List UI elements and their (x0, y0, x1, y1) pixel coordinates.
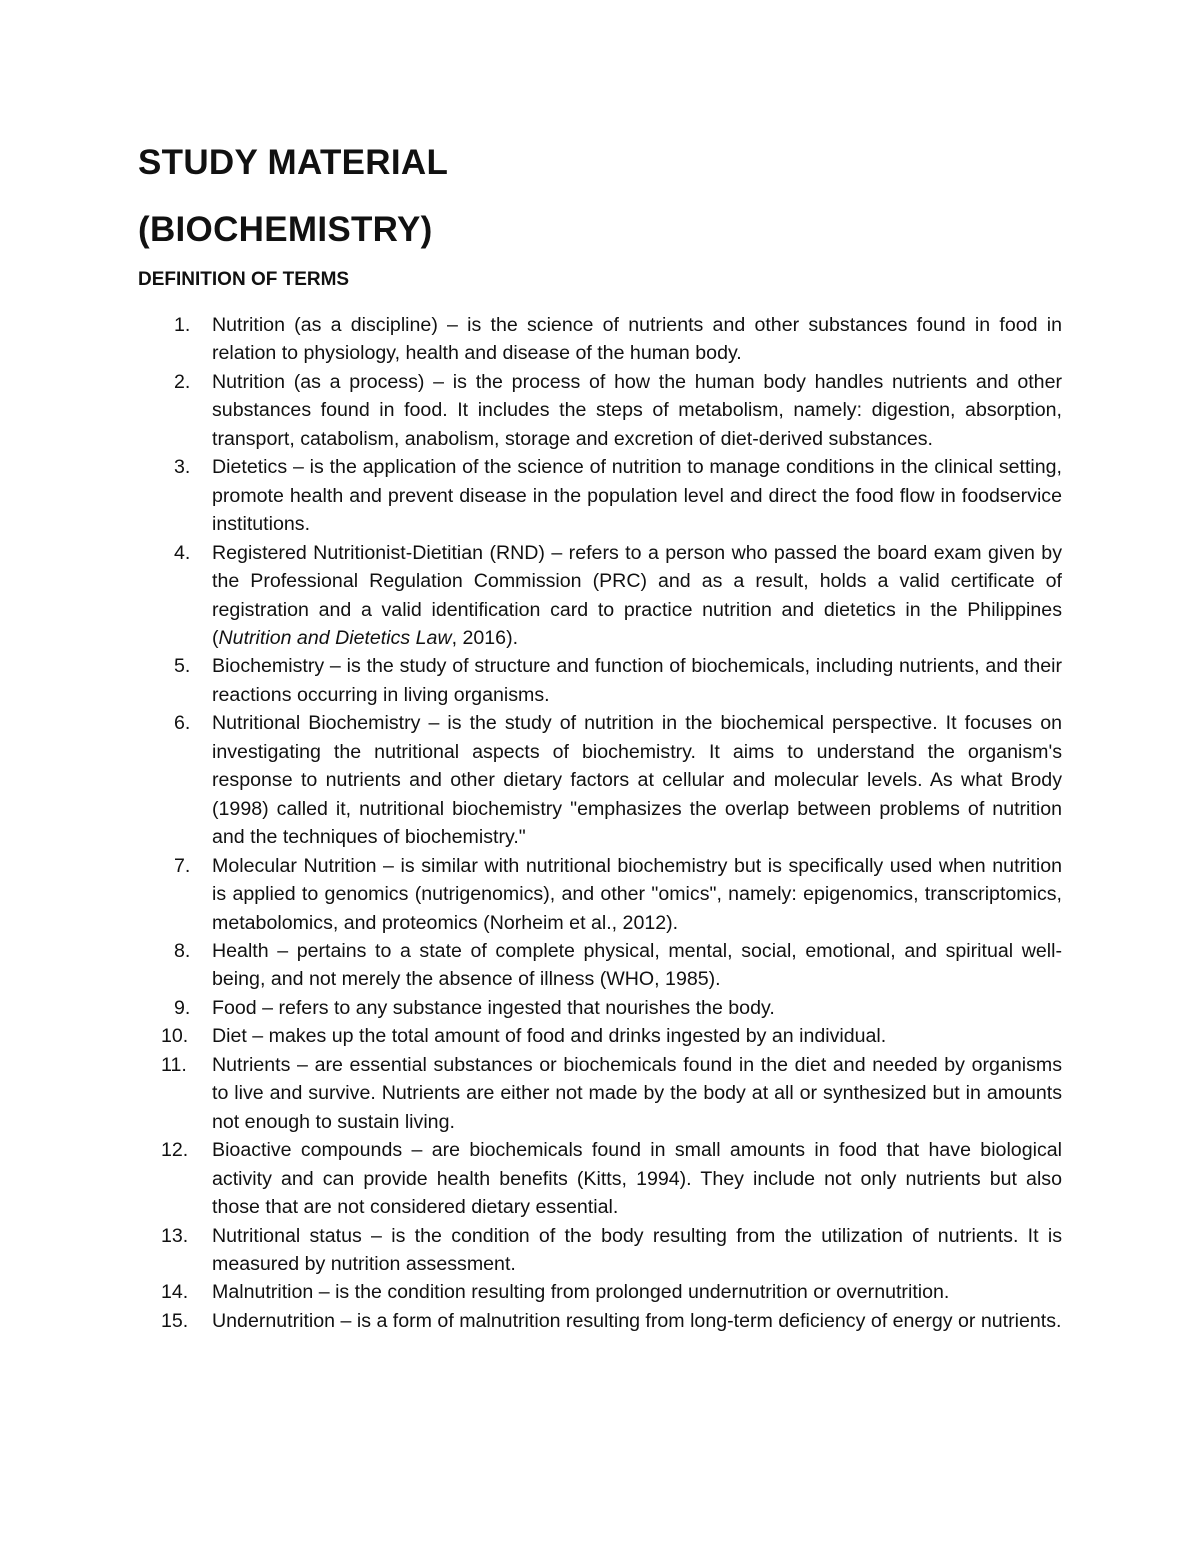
definition-item-6 (138, 709, 1062, 851)
definition-item-10 (138, 1022, 1062, 1050)
definition-text: Biochemistry – is the study of structure and function of biochemicals, including nutrients, and their reactions occurring in living organisms. (212, 655, 1062, 706)
definition-list (138, 311, 1062, 1335)
definition-text: Nutritional Biochemistry – is the study of nutrition in the biochemical perspective. It focuses on investigating the nutritional aspects of biochemistry. It aims to understand the organism's response to nutrients and other dietary factors at cellular and molecular levels. As what Brody (1998) called it, nutritional biochemistry "emphasizes the overlap between problems of nutrition and the techniques of biochemistry." (212, 712, 1062, 849)
item-number: 7. (174, 854, 191, 877)
item-number: 12. (161, 1139, 189, 1162)
definition-item-9 (138, 994, 1062, 1022)
definition-text: Nutritional status – is the condition of the body resulting from the utilization of nutrients. It is measured by nutrition assessment. (212, 1224, 1062, 1275)
definition-text: Diet – makes up the total amount of food and drinks ingested by an individual. (212, 1025, 887, 1048)
item-number: 11. (161, 1053, 187, 1076)
definition-text: Undernutrition – is a form of malnutrition resulting from long-term deficiency of energy or nutrients. (212, 1309, 1062, 1332)
definition-text: Nutrition (as a process) – is the process of how the human body handles nutrients and other substances found in food. It includes the steps of metabolism, namely: digestion, absorption, transport, catabolism, anabolism, storage and excretion of diet-derived substances. (212, 370, 1062, 450)
item-number: 5. (174, 655, 191, 678)
definition-item-15 (138, 1307, 1062, 1335)
document-title: STUDY MATERIAL (138, 143, 449, 182)
document-subtitle: (BIOCHEMISTRY) (138, 210, 433, 249)
definition-item-3 (138, 453, 1062, 538)
definition-text: Molecular Nutrition – is similar with nutritional biochemistry but is specifically used when nutrition is applied to genomics (nutrigenomics), and other "omics", namely: epigenomics, transcriptomics, metabolomics, and proteomics (Norheim et al., 2012). (212, 854, 1062, 934)
definition-text: Food – refers to any substance ingested that nourishes the body. (212, 996, 775, 1019)
definition-text-part: Registered Nutritionist-Dietitian (RND) – refers to a person who passed the board exam given by the Professional Regulation Commission (PRC) and as a result, holds a valid certificate of registration and a valid identification card to practice nutrition and dietetics in the Philippines ( (212, 541, 1062, 649)
item-number: 4. (174, 541, 191, 564)
item-number: 15. (161, 1309, 189, 1332)
definition-text: Nutrients – are essential substances or biochemicals found in the diet and needed by organisms to live and survive. Nutrients are either not made by the body at all or synthesized but in amounts not enough to sustain living. (212, 1053, 1062, 1133)
definition-item-13 (138, 1222, 1062, 1279)
definition-item-4 (138, 539, 1062, 653)
definition-text (212, 542, 1062, 649)
definition-item-11 (138, 1051, 1062, 1136)
definition-item-1 (138, 311, 1062, 368)
law-citation-italic: Nutrition and Dietetics Law (218, 626, 452, 649)
item-number: 2. (174, 370, 191, 393)
item-number: 13. (161, 1224, 189, 1247)
definition-item-12 (138, 1136, 1062, 1221)
item-number: 1. (174, 314, 191, 336)
section-heading: DEFINITION OF TERMS (138, 269, 350, 290)
definition-item-2 (138, 368, 1062, 453)
definition-item-8 (138, 937, 1062, 994)
definition-text: Dietetics – is the application of the science of nutrition to manage conditions in the clinical setting, promote health and prevent disease in the population level and direct the food flow in foodservice institutions. (212, 456, 1062, 536)
definition-item-14 (138, 1278, 1062, 1306)
item-number: 6. (174, 712, 191, 735)
item-number: 9. (174, 996, 191, 1019)
item-number: 8. (174, 939, 191, 962)
item-number: 3. (174, 456, 191, 479)
definition-text-part: , 2016). (451, 626, 519, 649)
definition-item-5 (138, 652, 1062, 709)
item-number: 10. (161, 1025, 189, 1048)
item-number: 14. (161, 1281, 189, 1304)
definition-text: Nutrition (as a discipline) – is the science of nutrients and other substances found in food in relation to physiology, health and disease of the human body. (212, 314, 1062, 365)
definition-item-7 (138, 852, 1062, 937)
definition-text: Bioactive compounds – are biochemicals found in small amounts in food that have biological activity and can provide health benefits (Kitts, 1994). They include not only nutrients but also those that are not considered dietary essential. (212, 1139, 1062, 1219)
definition-text: Malnutrition – is the condition resulting from prolonged undernutrition or overnutrition. (212, 1281, 950, 1304)
definition-text: Health – pertains to a state of complete physical, mental, social, emotional, and spiritual well-being, and not merely the absence of illness (WHO, 1985). (212, 939, 1062, 991)
